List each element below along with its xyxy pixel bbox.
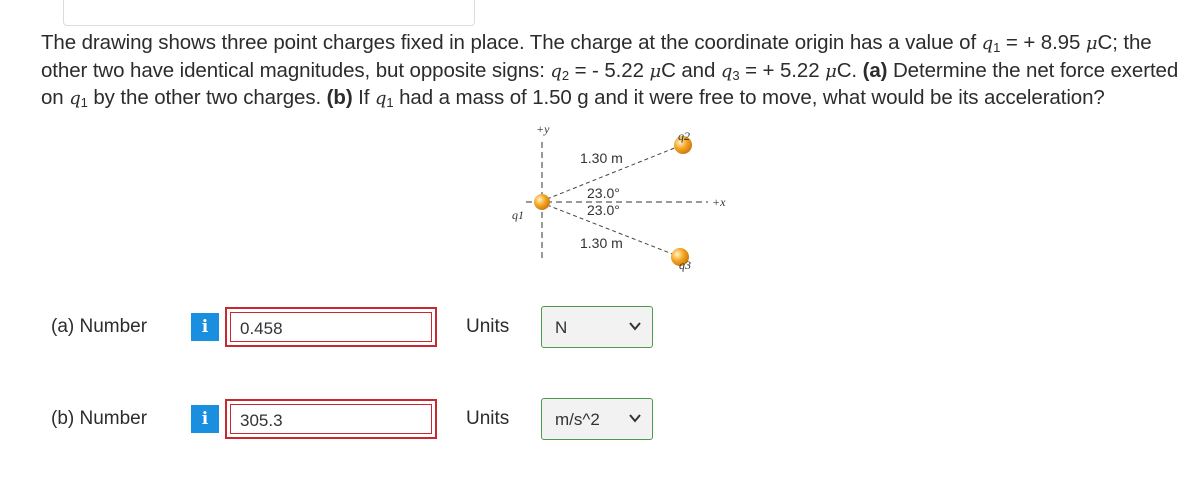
part-b-units-label: Units [466,408,510,429]
lower-distance-label: 1.30 m [580,235,623,251]
info-icon[interactable]: i [191,405,219,433]
part-a-units-label: Units [466,316,510,337]
q1-label: q1 [512,208,524,222]
previous-answer-box [63,0,475,26]
charge-q1 [534,194,550,210]
part-b-answer-input[interactable] [225,399,437,439]
q3-label: q3 [679,258,691,272]
part-b-label: (b) Number [51,408,148,429]
part-a-label: (a) Number [51,316,148,337]
part-b-units-select[interactable] [541,398,653,440]
part-a-answer-input[interactable] [225,307,437,347]
x-axis-label: +x [712,195,726,209]
y-axis-label: +y [536,122,550,136]
upper-distance-label: 1.30 m [580,150,623,166]
info-icon[interactable]: i [191,313,219,341]
chevron-down-icon [629,413,641,423]
problem-statement: The drawing shows three point charges fixed in place. The charge at the coordinate origin has a value of $q_1$ = + 8.95 μC; the other two have identical magnitudes, but opposite signs: $q_2$ = - 5.22 μC and $q_3$ = + 5.22 μC. (a) Determine the net force exerted on $q_1$ by the other two charges. (b) If $q_1$ had a mass of 1.50 g and it were free to move, what would be its acceleration? [41,31,1179,110]
charge-diagram [500,118,740,278]
lower-angle-label: 23.0° [587,202,620,218]
part-a-units-select[interactable] [541,306,653,348]
upper-angle-label: 23.0° [587,185,620,201]
part-b-answer-value: 305.3 [240,411,283,430]
answer-row-a [0,302,1200,352]
part-a-units-value: N [555,318,568,337]
chevron-down-icon [629,321,641,331]
answer-row-b [0,394,1200,444]
part-a-answer-value: 0.458 [240,319,283,338]
part-b-units-value: m/s^2 [555,410,600,429]
q2-label: q2 [678,129,690,143]
